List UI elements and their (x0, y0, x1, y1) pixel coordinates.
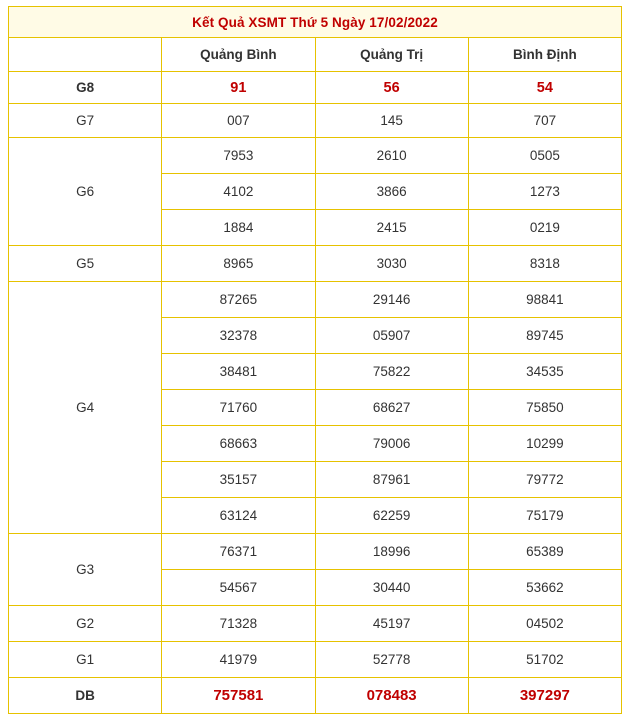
table-row (9, 642, 622, 678)
result-g4-quang-tri-2: 05907 (315, 318, 468, 354)
result-g4-quang-binh-3: 38481 (162, 354, 315, 390)
prize-label-g1: G1 (9, 642, 162, 678)
result-g4-binh-dinh-2: 89745 (468, 318, 621, 354)
result-g4-quang-tri-3: 75822 (315, 354, 468, 390)
result-g5-quang-tri: 3030 (315, 246, 468, 282)
result-g4-quang-binh-6: 35157 (162, 462, 315, 498)
result-g7-quang-binh: 007 (162, 104, 315, 138)
table-row (9, 246, 622, 282)
result-g6-quang-binh-2: 4102 (162, 174, 315, 210)
result-g4-binh-dinh-6: 79772 (468, 462, 621, 498)
page-title: Kết Quả XSMT Thứ 5 Ngày 17/02/2022 (9, 7, 622, 38)
province-header-quang-binh: Quảng Bình (162, 38, 315, 72)
result-g4-quang-binh-1: 87265 (162, 282, 315, 318)
result-g2-binh-dinh: 04502 (468, 606, 621, 642)
prize-label-db: DB (9, 678, 162, 714)
result-db-quang-tri: 078483 (315, 678, 468, 714)
result-g3-quang-binh-1: 76371 (162, 534, 315, 570)
table-row (9, 606, 622, 642)
result-g8-quang-binh: 91 (162, 72, 315, 104)
prize-label-g5: G5 (9, 246, 162, 282)
result-g1-quang-binh: 41979 (162, 642, 315, 678)
result-g4-quang-tri-6: 87961 (315, 462, 468, 498)
result-g6-quang-tri-2: 3866 (315, 174, 468, 210)
province-header-quang-tri: Quảng Trị (315, 38, 468, 72)
result-g8-quang-tri: 56 (315, 72, 468, 104)
result-g3-binh-dinh-2: 53662 (468, 570, 621, 606)
result-g4-binh-dinh-7: 75179 (468, 498, 621, 534)
result-g4-binh-dinh-4: 75850 (468, 390, 621, 426)
prize-label-g7: G7 (9, 104, 162, 138)
result-g4-quang-tri-7: 62259 (315, 498, 468, 534)
result-g4-binh-dinh-1: 98841 (468, 282, 621, 318)
result-g6-quang-binh-1: 7953 (162, 138, 315, 174)
result-g4-quang-tri-4: 68627 (315, 390, 468, 426)
result-g6-quang-binh-3: 1884 (162, 210, 315, 246)
result-g1-binh-dinh: 51702 (468, 642, 621, 678)
prize-label-g6: G6 (9, 138, 162, 246)
result-g2-quang-tri: 45197 (315, 606, 468, 642)
result-g1-quang-tri: 52778 (315, 642, 468, 678)
result-g4-binh-dinh-5: 10299 (468, 426, 621, 462)
result-g4-quang-binh-2: 32378 (162, 318, 315, 354)
result-g6-quang-tri-3: 2415 (315, 210, 468, 246)
result-g6-binh-dinh-3: 0219 (468, 210, 621, 246)
province-header-binh-dinh: Bình Định (468, 38, 621, 72)
title-row (9, 7, 622, 38)
province-header-row (9, 38, 622, 72)
result-g4-quang-binh-7: 63124 (162, 498, 315, 534)
result-g7-binh-dinh: 707 (468, 104, 621, 138)
result-g3-binh-dinh-1: 65389 (468, 534, 621, 570)
table-body (9, 7, 622, 714)
result-g6-quang-tri-1: 2610 (315, 138, 468, 174)
prize-label-g8: G8 (9, 72, 162, 104)
result-g2-quang-binh: 71328 (162, 606, 315, 642)
table-row (9, 72, 622, 104)
result-db-quang-binh: 757581 (162, 678, 315, 714)
prize-label-g4: G4 (9, 282, 162, 534)
table-row (9, 138, 622, 174)
result-g3-quang-tri-1: 18996 (315, 534, 468, 570)
result-g5-binh-dinh: 8318 (468, 246, 621, 282)
result-g4-quang-tri-1: 29146 (315, 282, 468, 318)
result-g3-quang-tri-2: 30440 (315, 570, 468, 606)
result-g6-binh-dinh-2: 1273 (468, 174, 621, 210)
result-g4-quang-binh-4: 71760 (162, 390, 315, 426)
result-g8-binh-dinh: 54 (468, 72, 621, 104)
prize-label-g2: G2 (9, 606, 162, 642)
table-row (9, 534, 622, 570)
table-row (9, 104, 622, 138)
prize-column-header (9, 38, 162, 72)
lottery-results-table (8, 6, 622, 714)
table-row (9, 282, 622, 318)
table-row (9, 678, 622, 714)
result-g5-quang-binh: 8965 (162, 246, 315, 282)
result-g6-binh-dinh-1: 0505 (468, 138, 621, 174)
result-g7-quang-tri: 145 (315, 104, 468, 138)
prize-label-g3: G3 (9, 534, 162, 606)
result-db-binh-dinh: 397297 (468, 678, 621, 714)
result-g4-quang-binh-5: 68663 (162, 426, 315, 462)
result-g4-quang-tri-5: 79006 (315, 426, 468, 462)
result-g3-quang-binh-2: 54567 (162, 570, 315, 606)
result-g4-binh-dinh-3: 34535 (468, 354, 621, 390)
